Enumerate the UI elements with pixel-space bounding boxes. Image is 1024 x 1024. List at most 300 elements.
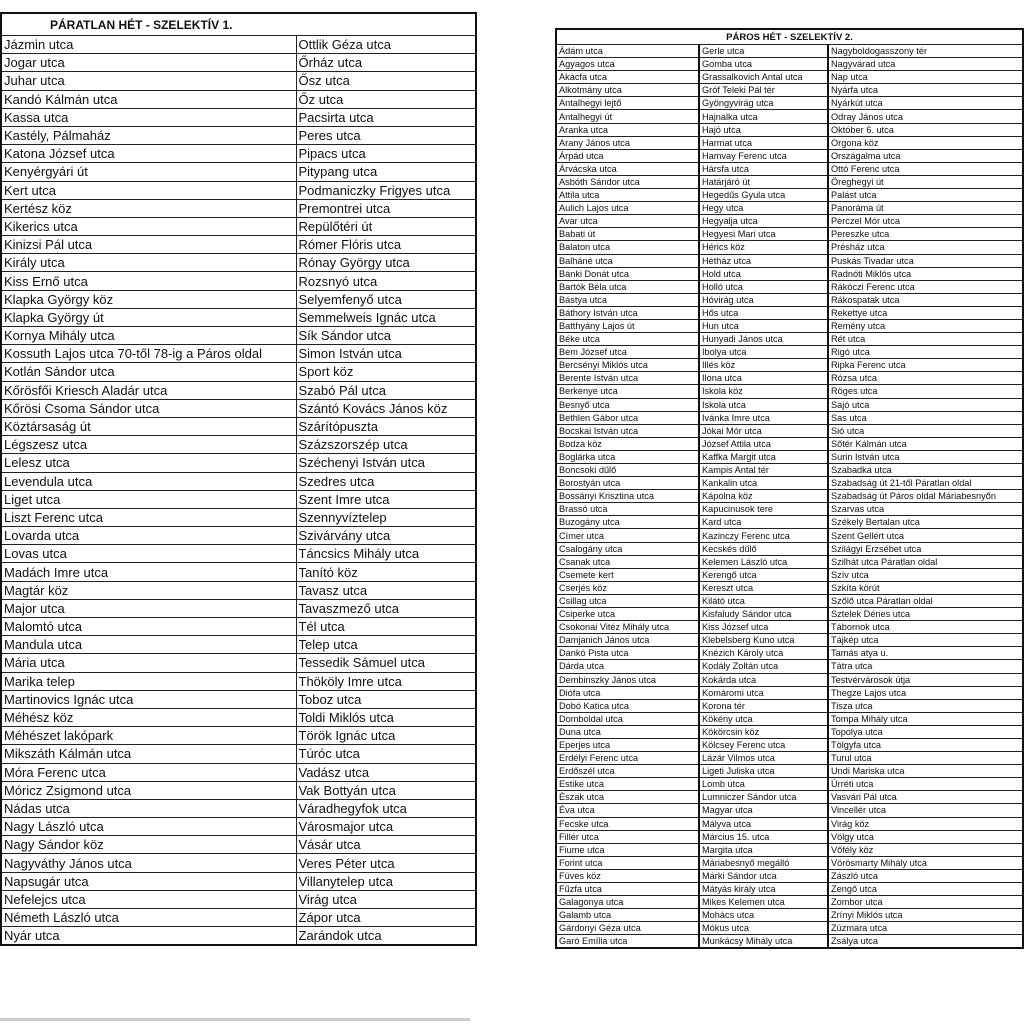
street-name-cell: Máriabesnyő megálló xyxy=(699,856,828,869)
street-name-cell: Címer utca xyxy=(556,529,699,542)
table-row xyxy=(556,450,1023,463)
street-name-cell: Toldi Miklós utca xyxy=(296,708,476,726)
table-row xyxy=(556,896,1023,909)
street-name-cell: Vasvári Pál utca xyxy=(828,791,1023,804)
street-name-cell: Rónay György utca xyxy=(296,254,476,272)
street-name-cell: Kassa utca xyxy=(1,108,296,126)
street-name-cell: Március 15. utca xyxy=(699,830,828,843)
street-name-cell: Boglárka utca xyxy=(556,450,699,463)
street-name-cell: Repülőtéri út xyxy=(296,217,476,235)
street-name-cell: Rozsnyó utca xyxy=(296,272,476,290)
street-name-cell: Kápolna köz xyxy=(699,490,828,503)
table-row xyxy=(1,581,476,599)
street-name-cell: Mandula utca xyxy=(1,636,296,654)
street-name-cell: Kossuth Lajos utca 70-től 78-ig a Páros oldal xyxy=(1,345,296,363)
street-name-cell: Orgona köz xyxy=(828,136,1023,149)
street-name-cell: Magtár köz xyxy=(1,581,296,599)
street-name-cell: Perczel Mór utca xyxy=(828,215,1023,228)
street-name-cell: Virág utca xyxy=(296,890,476,908)
table-row xyxy=(556,765,1023,778)
street-name-cell: Kankalin utca xyxy=(699,477,828,490)
street-name-cell: Nagyboldogasszony tér xyxy=(828,45,1023,58)
street-name-cell: Lovarda utca xyxy=(1,527,296,545)
street-name-cell: Kökény utca xyxy=(699,712,828,725)
table-row xyxy=(1,890,476,908)
street-name-cell: Szántó Kovács János köz xyxy=(296,399,476,417)
street-name-cell: Erdélyi Ferenc utca xyxy=(556,752,699,765)
street-name-cell: Duna utca xyxy=(556,725,699,738)
street-name-cell: Szárítópuszta xyxy=(296,417,476,435)
table-row xyxy=(1,563,476,581)
street-name-cell: Liget utca xyxy=(1,490,296,508)
street-name-cell: Hétház utca xyxy=(699,254,828,267)
street-name-cell: Csokonai Vitéz Mihály utca xyxy=(556,621,699,634)
table-row xyxy=(556,398,1023,411)
street-name-cell: Pacsirta utca xyxy=(296,108,476,126)
street-name-cell: Mária utca xyxy=(1,654,296,672)
table-row xyxy=(556,293,1023,306)
street-name-cell: Berente István utca xyxy=(556,372,699,385)
street-name-cell: Szarvas utca xyxy=(828,503,1023,516)
table-row xyxy=(556,712,1023,725)
street-name-cell: Öreghegyi út xyxy=(828,175,1023,188)
street-name-cell: Árpád utca xyxy=(556,149,699,162)
table-row xyxy=(556,215,1023,228)
street-name-cell: Remény utca xyxy=(828,319,1023,332)
table-row xyxy=(556,725,1023,738)
street-name-cell: Sió utca xyxy=(828,424,1023,437)
street-name-cell: Toboz utca xyxy=(296,690,476,708)
street-name-cell: Vásár utca xyxy=(296,836,476,854)
street-name-cell: Alkotmány utca xyxy=(556,84,699,97)
street-name-cell: Mikes Kelemen utca xyxy=(699,896,828,909)
street-name-cell: Hajó utca xyxy=(699,123,828,136)
table-row xyxy=(1,417,476,435)
street-name-cell: Juhar utca xyxy=(1,72,296,90)
table-row xyxy=(556,922,1023,935)
street-name-cell: Jogar utca xyxy=(1,54,296,72)
table-row xyxy=(1,54,476,72)
street-name-cell: Harmat utca xyxy=(699,136,828,149)
street-name-cell: Zsálya utca xyxy=(828,935,1023,949)
street-name-cell: Városmajor utca xyxy=(296,818,476,836)
street-name-cell: Klebelsberg Kuno utca xyxy=(699,634,828,647)
table-row xyxy=(556,817,1023,830)
street-name-cell: Fecske utca xyxy=(556,817,699,830)
street-name-cell: Lovas utca xyxy=(1,545,296,563)
street-name-cell: Észak utca xyxy=(556,791,699,804)
street-name-cell: Nyárfa utca xyxy=(828,84,1023,97)
street-name-cell: Gárdonyi Géza utca xyxy=(556,922,699,935)
street-name-cell: Asbóth Sándor utca xyxy=(556,175,699,188)
street-name-cell: Palást utca xyxy=(828,189,1023,202)
street-name-cell: Ottó Ferenc utca xyxy=(828,162,1023,175)
street-name-cell: Hegy utca xyxy=(699,202,828,215)
street-name-cell: Kőrösi Csoma Sándor utca xyxy=(1,399,296,417)
street-name-cell: Virág köz xyxy=(828,817,1023,830)
street-name-cell: Bánki Donát utca xyxy=(556,267,699,280)
street-name-cell: Rómer Flóris utca xyxy=(296,236,476,254)
table-row xyxy=(1,836,476,854)
street-name-cell: Röges utca xyxy=(828,385,1023,398)
street-name-cell: Besnyő utca xyxy=(556,398,699,411)
table-row xyxy=(556,791,1023,804)
table-row xyxy=(1,254,476,272)
street-name-cell: Marika telep xyxy=(1,672,296,690)
street-name-cell: Úrréti utca xyxy=(828,778,1023,791)
street-name-cell: Németh László utca xyxy=(1,909,296,927)
street-name-cell: Magyar utca xyxy=(699,804,828,817)
street-name-cell: Márki Sándor utca xyxy=(699,869,828,882)
street-name-cell: Füves köz xyxy=(556,869,699,882)
street-name-cell: Szőlő utca Páratlan oldal xyxy=(828,594,1023,607)
table-row xyxy=(556,477,1023,490)
table-row xyxy=(556,660,1023,673)
street-name-cell: Munkácsy Mihály utca xyxy=(699,935,828,949)
street-name-cell: Kelemen László utca xyxy=(699,555,828,568)
street-name-cell: Hegedűs Gyula utca xyxy=(699,189,828,202)
street-name-cell: Vörösmarty Mihály utca xyxy=(828,856,1023,869)
table-row xyxy=(556,883,1023,896)
street-name-cell: Zúzmara utca xyxy=(828,922,1023,935)
street-name-cell: Kisfaludy Sándor utca xyxy=(699,608,828,621)
street-name-cell: Martinovics Ignác utca xyxy=(1,690,296,708)
street-name-cell: Kapucinusok tere xyxy=(699,503,828,516)
street-name-cell: Lázár Vilmos utca xyxy=(699,752,828,765)
street-name-cell: Csanak utca xyxy=(556,555,699,568)
street-name-cell: Csiperke utca xyxy=(556,608,699,621)
street-name-cell: Babati út xyxy=(556,228,699,241)
street-name-cell: Eperjes utca xyxy=(556,738,699,751)
street-name-cell: Berkenye utca xyxy=(556,385,699,398)
street-name-cell: Hegyesi Mari utca xyxy=(699,228,828,241)
street-name-cell: Nagy László utca xyxy=(1,818,296,836)
table-row xyxy=(1,508,476,526)
street-name-cell: Szent Imre utca xyxy=(296,490,476,508)
table-row xyxy=(556,935,1023,949)
street-name-cell: Semmelweis Ignác utca xyxy=(296,308,476,326)
table-row xyxy=(1,436,476,454)
street-name-cell: Buzogány utca xyxy=(556,516,699,529)
street-name-cell: Dembinszky János utca xyxy=(556,673,699,686)
street-name-cell: Fiume utca xyxy=(556,843,699,856)
table-row xyxy=(1,636,476,654)
street-name-cell: Odray János utca xyxy=(828,110,1023,123)
street-name-cell: Szabadság út Páros oldal Máriabesnyőn xyxy=(828,490,1023,503)
table-row xyxy=(556,490,1023,503)
even-week-schedule-table xyxy=(555,28,1024,949)
street-name-cell: Kert utca xyxy=(1,181,296,199)
street-name-cell: Avar utca xyxy=(556,215,699,228)
table-row xyxy=(1,672,476,690)
table-row xyxy=(556,621,1023,634)
street-name-cell: Mikszáth Kálmán utca xyxy=(1,745,296,763)
table-row xyxy=(556,58,1023,71)
street-name-cell: Galamb utca xyxy=(556,909,699,922)
table-row xyxy=(1,181,476,199)
table-row xyxy=(1,927,476,946)
table-row xyxy=(556,830,1023,843)
street-name-cell: Kampis Antal tér xyxy=(699,464,828,477)
street-name-cell: Sőtér Kálmán utca xyxy=(828,437,1023,450)
street-name-cell: Iskola köz xyxy=(699,385,828,398)
street-name-cell: Kazinczy Ferenc utca xyxy=(699,529,828,542)
table-row xyxy=(1,72,476,90)
odd-week-schedule-table xyxy=(0,12,477,946)
street-name-cell: Ripka Ferenc utca xyxy=(828,359,1023,372)
table-row xyxy=(1,126,476,144)
street-name-cell: Liszt Ferenc utca xyxy=(1,508,296,526)
street-name-cell: Présház utca xyxy=(828,241,1023,254)
table-title: PÁRATLAN HÉT - SZELEKTÍV 1. xyxy=(1,13,476,36)
street-name-cell: Balaton utca xyxy=(556,241,699,254)
street-name-cell: Aulich Lajos utca xyxy=(556,202,699,215)
street-name-cell: Széchenyi István utca xyxy=(296,454,476,472)
street-name-cell: Batthyány Lajos út xyxy=(556,319,699,332)
street-name-cell: Pereszke utca xyxy=(828,228,1023,241)
street-name-cell: Király utca xyxy=(1,254,296,272)
street-name-cell: Ottlik Géza utca xyxy=(296,36,476,54)
street-name-cell: Gomba utca xyxy=(699,58,828,71)
table-row xyxy=(556,175,1023,188)
table-row xyxy=(556,738,1023,751)
street-name-cell: Madách Imre utca xyxy=(1,563,296,581)
table-row xyxy=(1,327,476,345)
table-row xyxy=(1,763,476,781)
table-row xyxy=(556,123,1023,136)
street-name-cell: Szabadság út 21-től Páratlan oldal xyxy=(828,477,1023,490)
street-name-cell: Bossányi Krisztina utca xyxy=(556,490,699,503)
street-name-cell: Vőfély köz xyxy=(828,843,1023,856)
street-name-cell: Kiss Ernő utca xyxy=(1,272,296,290)
street-name-cell: Korona tér xyxy=(699,699,828,712)
table-row xyxy=(556,372,1023,385)
table-row xyxy=(1,290,476,308)
table-row xyxy=(556,202,1023,215)
street-name-cell: Attila utca xyxy=(556,189,699,202)
street-name-cell: Zászló utca xyxy=(828,869,1023,882)
street-name-cell: Mályva utca xyxy=(699,817,828,830)
table-row xyxy=(556,869,1023,882)
street-name-cell: Hamvay Ferenc utca xyxy=(699,149,828,162)
table-row xyxy=(1,308,476,326)
street-name-cell: Ilona utca xyxy=(699,372,828,385)
street-name-cell: Báthory István utca xyxy=(556,306,699,319)
street-name-cell: Ibolya utca xyxy=(699,346,828,359)
street-name-cell: Akácfa utca xyxy=(556,71,699,84)
street-name-cell: Zrínyi Miklós utca xyxy=(828,909,1023,922)
street-name-cell: Levendula utca xyxy=(1,472,296,490)
street-name-cell: Panoráma út xyxy=(828,202,1023,215)
street-name-cell: Bem József utca xyxy=(556,346,699,359)
street-name-cell: Podmaniczky Frigyes utca xyxy=(296,181,476,199)
table-row xyxy=(556,555,1023,568)
street-name-cell: Antalhegyi út xyxy=(556,110,699,123)
street-name-cell: Tavaszmező utca xyxy=(296,599,476,617)
street-name-cell: Boncsoki dűlő xyxy=(556,464,699,477)
street-name-cell: Rákóczi Ferenc utca xyxy=(828,280,1023,293)
street-name-cell: Hegyalja utca xyxy=(699,215,828,228)
street-name-cell: Tölgyfa utca xyxy=(828,738,1023,751)
street-name-cell: Zápor utca xyxy=(296,909,476,927)
table-row xyxy=(556,634,1023,647)
street-name-cell: Agyagos utca xyxy=(556,58,699,71)
table-row xyxy=(556,542,1023,555)
table-row xyxy=(1,909,476,927)
table-row xyxy=(556,673,1023,686)
street-name-cell: Túróc utca xyxy=(296,745,476,763)
table-row xyxy=(556,71,1023,84)
street-name-cell: Tanító köz xyxy=(296,563,476,581)
street-name-cell: Rákospatak utca xyxy=(828,293,1023,306)
street-name-cell: Kodály Zoltán utca xyxy=(699,660,828,673)
street-name-cell: Peres utca xyxy=(296,126,476,144)
street-name-cell: József Attila utca xyxy=(699,437,828,450)
street-name-cell: Szív utca xyxy=(828,568,1023,581)
page-edge-divider xyxy=(0,1018,470,1021)
table-row xyxy=(1,545,476,563)
table-row xyxy=(556,581,1023,594)
street-name-cell: Köztársaság út xyxy=(1,417,296,435)
street-name-cell: Lelesz utca xyxy=(1,454,296,472)
street-name-cell: Nyárkút utca xyxy=(828,97,1023,110)
table-row xyxy=(1,199,476,217)
street-name-cell: Komáromi utca xyxy=(699,686,828,699)
street-name-cell: Kiss József utca xyxy=(699,621,828,634)
street-name-cell: Tisza utca xyxy=(828,699,1023,712)
table-row xyxy=(556,346,1023,359)
table-row xyxy=(1,145,476,163)
street-name-cell: Major utca xyxy=(1,599,296,617)
street-name-cell: Sport köz xyxy=(296,363,476,381)
street-name-cell: Nagy Sándor köz xyxy=(1,836,296,854)
street-name-cell: Csillag utca xyxy=(556,594,699,607)
table-row xyxy=(1,818,476,836)
table-row xyxy=(1,527,476,545)
street-name-cell: Testvérvárosok útja xyxy=(828,673,1023,686)
table-row xyxy=(1,217,476,235)
street-name-cell: Garó Emília utca xyxy=(556,935,699,949)
table-row xyxy=(556,464,1023,477)
street-name-cell: Székely Bertalan utca xyxy=(828,516,1023,529)
street-name-cell: Ivánka Imre utca xyxy=(699,411,828,424)
street-name-cell: Bartók Béla utca xyxy=(556,280,699,293)
street-name-cell: Hérics köz xyxy=(699,241,828,254)
street-name-cell: Ádám utca xyxy=(556,45,699,58)
table-row xyxy=(556,424,1023,437)
street-name-cell: Bercsényi Miklós utca xyxy=(556,359,699,372)
street-name-cell: Gróf Teleki Pál tér xyxy=(699,84,828,97)
table-row xyxy=(1,727,476,745)
table-row xyxy=(556,752,1023,765)
street-name-cell: Kereszt utca xyxy=(699,581,828,594)
street-name-cell: Fillér utca xyxy=(556,830,699,843)
table-row xyxy=(1,599,476,617)
street-name-cell: Nefelejcs utca xyxy=(1,890,296,908)
street-name-cell: Szabó Pál utca xyxy=(296,381,476,399)
street-name-cell: Mátyás király utca xyxy=(699,883,828,896)
street-name-cell: Táncsics Mihály utca xyxy=(296,545,476,563)
table-row xyxy=(556,778,1023,791)
street-name-cell: Tátra utca xyxy=(828,660,1023,673)
table-row xyxy=(556,319,1023,332)
table-row xyxy=(1,854,476,872)
street-name-cell: Szabadka utca xyxy=(828,464,1023,477)
street-name-cell: Topolya utca xyxy=(828,725,1023,738)
street-name-cell: Pipacs utca xyxy=(296,145,476,163)
street-name-cell: Malomtó utca xyxy=(1,618,296,636)
street-name-cell: Surin István utca xyxy=(828,450,1023,463)
table-row xyxy=(556,162,1023,175)
street-name-cell: Kökörcsin köz xyxy=(699,725,828,738)
street-name-cell: Kard utca xyxy=(699,516,828,529)
table-row xyxy=(1,799,476,817)
street-name-cell: Éva utca xyxy=(556,804,699,817)
street-name-cell: Premontrei utca xyxy=(296,199,476,217)
street-name-cell: Napsugár utca xyxy=(1,872,296,890)
street-name-cell: Tompa Mihály utca xyxy=(828,712,1023,725)
street-name-cell: Jókai Mór utca xyxy=(699,424,828,437)
table-row xyxy=(1,745,476,763)
table-row xyxy=(556,437,1023,450)
street-name-cell: Telep utca xyxy=(296,636,476,654)
street-name-cell: Kokárda utca xyxy=(699,673,828,686)
table-row xyxy=(1,272,476,290)
street-name-cell: Illés köz xyxy=(699,359,828,372)
table-row xyxy=(556,503,1023,516)
street-name-cell: Villanytelep utca xyxy=(296,872,476,890)
table-row xyxy=(556,228,1023,241)
street-name-cell: Tessedik Sámuel utca xyxy=(296,654,476,672)
table-row xyxy=(556,359,1023,372)
street-name-cell: Radnóti Miklós utca xyxy=(828,267,1023,280)
table-row xyxy=(556,267,1023,280)
street-name-cell: Galagonya utca xyxy=(556,896,699,909)
street-name-cell: Hóvirág utca xyxy=(699,293,828,306)
street-name-cell: Kinizsi Pál utca xyxy=(1,236,296,254)
street-name-cell: Mókus utca xyxy=(699,922,828,935)
table-row xyxy=(1,490,476,508)
street-name-cell: Dankó Pista utca xyxy=(556,647,699,660)
street-name-cell: Forint utca xyxy=(556,856,699,869)
table-row xyxy=(556,699,1023,712)
street-name-cell: Kotlán Sándor utca xyxy=(1,363,296,381)
street-name-cell: Vadász utca xyxy=(296,763,476,781)
street-name-cell: Méhész köz xyxy=(1,708,296,726)
street-name-cell: Nap utca xyxy=(828,71,1023,84)
table-row xyxy=(556,909,1023,922)
street-name-cell: Nagyváthy János utca xyxy=(1,854,296,872)
street-name-cell: Jázmin utca xyxy=(1,36,296,54)
table-row xyxy=(556,84,1023,97)
street-name-cell: Váradhegyfok utca xyxy=(296,799,476,817)
table-row xyxy=(1,345,476,363)
table-row xyxy=(556,136,1023,149)
street-name-cell: Rét utca xyxy=(828,333,1023,346)
street-name-cell: Margita utca xyxy=(699,843,828,856)
table-row xyxy=(1,399,476,417)
table-row xyxy=(556,804,1023,817)
street-name-cell: Balháné utca xyxy=(556,254,699,267)
street-name-cell: Szilágyi Erzsébet utca xyxy=(828,542,1023,555)
street-name-cell: Kerengő utca xyxy=(699,568,828,581)
street-name-cell: Csemete kert xyxy=(556,568,699,581)
table-row xyxy=(556,686,1023,699)
street-name-cell: Bodza köz xyxy=(556,437,699,450)
street-name-cell: Hős utca xyxy=(699,306,828,319)
street-name-cell: Török Ignác utca xyxy=(296,727,476,745)
street-name-cell: Móricz Zsigmond utca xyxy=(1,781,296,799)
